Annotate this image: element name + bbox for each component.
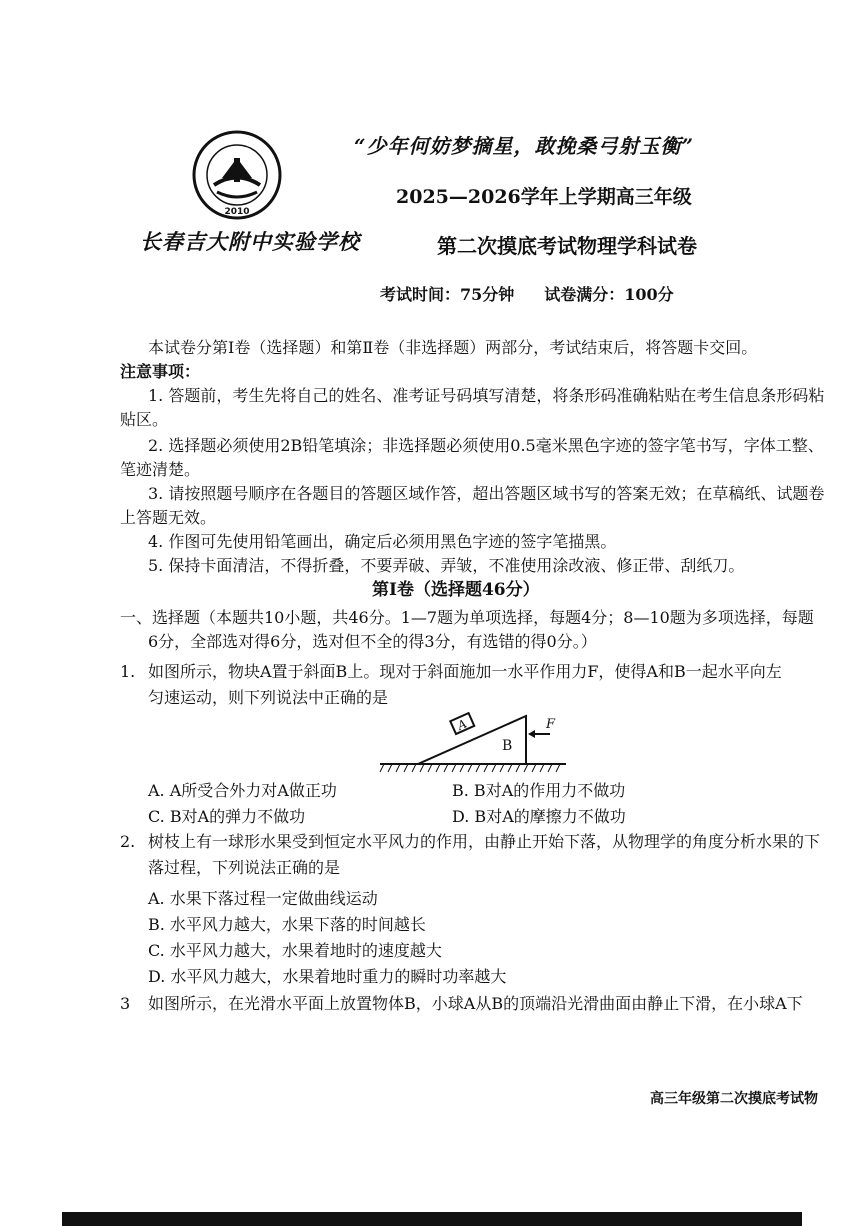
force-arrowhead bbox=[528, 730, 535, 738]
question-2-option-c: C. 水平风力越大，水果着地时的速度越大 bbox=[148, 941, 442, 960]
block-a bbox=[450, 713, 474, 735]
section1-title: 第Ⅰ卷（选择题46分） bbox=[372, 580, 540, 600]
note-2-line-b: 笔迹清楚。 bbox=[120, 460, 201, 479]
section1-desc-line1: 一、选择题（本题共10小题，共46分。1—7题为单项选择，每题4分；8—10题为多项选择，每题 bbox=[120, 608, 814, 627]
note-3-line-a: 3. 请按照题号顺序在各题目的答题区域作答，超出答题区域书写的答案无效；在草稿纸、试题卷 bbox=[148, 484, 825, 503]
question-2-line1: 树枝上有一球形水果受到恒定水平风力的作用，由静止开始下落，从物理学的角度分析水果的下 bbox=[148, 832, 821, 851]
question-3-line1: 如图所示，在光滑水平面上放置物体B，小球A从B的顶端沿光滑曲面由静止下滑，在小球A下 bbox=[148, 994, 803, 1013]
note-4: 4. 作图可先使用铅笔画出，确定后必须用黑色字迹的签字笔描黑。 bbox=[148, 532, 617, 551]
question-2-line2: 落过程，下列说法正确的是 bbox=[148, 858, 341, 877]
question-1-number: 1. bbox=[120, 662, 136, 681]
label-a: A bbox=[455, 716, 469, 733]
question-1-option-c: C. B对A的弹力不做功 bbox=[148, 807, 306, 826]
note-2-line-a: 2. 选择题必须使用2B铅笔填涂；非选择题必须使用0.5毫米黑色字迹的签字笔书写，字体工整、 bbox=[148, 436, 824, 455]
note-1-line-b: 贴区。 bbox=[120, 410, 169, 429]
exam-title-line1: 2025—2026学年上学期高三年级 bbox=[396, 186, 692, 208]
question-1-option-d: D. B对A的摩擦力不做功 bbox=[452, 807, 626, 826]
section1-desc-line2: 6分，全部选对得6分，选对但不全的得3分，有选错的得0分。） bbox=[148, 632, 597, 651]
exam-title-line2: 第二次摸底考试物理学科试卷 bbox=[437, 234, 697, 258]
question-2-option-b: B. 水平风力越大，水果下落的时间越长 bbox=[148, 915, 426, 934]
note-3-line-b: 上答题无效。 bbox=[120, 508, 217, 527]
note-1-line-a: 1. 答题前，考生先将自己的姓名、准考证号码填写清楚，将条形码准确粘贴在考生信息条形码粘 bbox=[148, 386, 825, 405]
full-score: 试卷满分：100分 bbox=[544, 285, 674, 304]
question-1-option-b: B. B对A的作用力不做功 bbox=[452, 781, 626, 800]
school-name: 长春吉大附中实验学校 bbox=[140, 229, 360, 254]
label-f: F bbox=[546, 717, 556, 732]
question-1-line1: 如图所示，物块A置于斜面B上。现对于斜面施加一水平作用力F，使得A和B一起水平向左 bbox=[148, 662, 782, 681]
question-2-number: 2. bbox=[120, 832, 136, 851]
svg-text:2010: 2010 bbox=[224, 207, 250, 217]
notes-label: 注意事项： bbox=[120, 362, 201, 381]
bottom-bar bbox=[62, 1212, 802, 1226]
school-motto: “少年何妨梦摘星，敢挽桑弓射玉衡” bbox=[354, 134, 695, 158]
question-2-option-d: D. 水平风力越大，水果着地时重力的瞬时功率越大 bbox=[148, 967, 507, 986]
note-5: 5. 保持卡面清洁，不得折叠，不要弄破、弄皱，不准使用涂改液、修正带、刮纸刀。 bbox=[148, 556, 745, 575]
footer-note: 高三年级第二次摸底考试物 bbox=[650, 1091, 818, 1107]
question-1-option-a: A. A所受合外力对A做正功 bbox=[148, 781, 337, 800]
exam-time: 考试时间：75分钟 bbox=[380, 285, 515, 304]
question-1-line2: 匀速运动，则下列说法中正确的是 bbox=[148, 688, 389, 707]
label-b: B bbox=[502, 738, 513, 754]
question-2-option-a: A. 水果下落过程一定做曲线运动 bbox=[148, 889, 378, 908]
school-seal-logo bbox=[192, 130, 282, 220]
incline-figure bbox=[378, 712, 568, 774]
ground-hatch bbox=[380, 764, 560, 772]
question-3-number: 3 bbox=[120, 994, 131, 1013]
exam-info bbox=[380, 282, 674, 305]
intro-line: 本试卷分第Ⅰ卷（选择题）和第Ⅱ卷（非选择题）两部分，考试结束后，将答题卡交回。 bbox=[148, 338, 758, 357]
